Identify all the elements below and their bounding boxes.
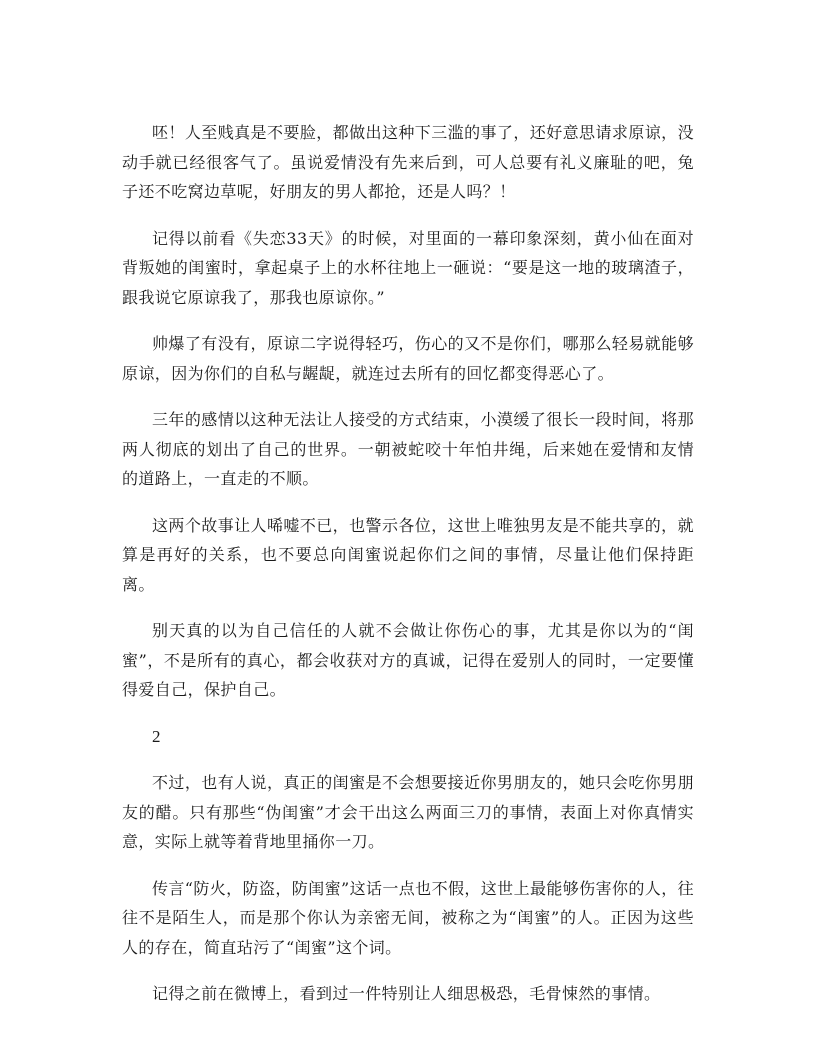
paragraph-9: 记得之前在微博上，看到过一件特别让人细思极恐，毛骨悚然的事情。 [152,984,661,1003]
paragraph-4: 三年的感情以这种无法让人接受的方式结束，小漠缓了很长一段时间，将那两人彻底的划出了自己的世界。一朝被蛇咬十年怕井绳，后来她在爱情和友情的道路上，一直走的不顺。 [122,410,694,488]
paragraph-7: 不过，也有人说，真正的闺蜜是不会想要接近你男朋友的，她只会吃你男朋友的醋。只有那些“伪闺蜜”才会干出这么两面三刀的事情，表面上对你真情实意，实际上就等着背地里捅你一刀。 [122,773,694,851]
paragraph-2: 记得以前看《失恋33天》的时候，对里面的一幕印象深刻，黄小仙在面对背叛她的闺蜜时，拿起桌子上的水杯往地上一砸说：“要是这一地的玻璃渣子，跟我说它原谅我了，那我也原谅你。” [122,228,694,307]
section-number: 2 [152,726,161,746]
paragraph-6: 别天真的以为自己信任的人就不会做让你伤心的事，尤其是你以为的“闺蜜”，不是所有的真心，都会收获对方的真诚，记得在爱别人的同时，一定要懂得爱自己，保护自己。 [122,621,694,699]
paragraph-3: 帅爆了有没有，原谅二字说得轻巧，伤心的又不是你们，哪那么轻易就能够原谅，因为你们的自私与龌龊，就连过去所有的回忆都变得恶心了。 [122,334,694,383]
paragraph-8: 传言“防火，防盗，防闺蜜”这话一点也不假，这世上最能够伤害你的人，往往不是陌生人，而是那个你认为亲密无间，被称之为“闺蜜”的人。正因为这些人的存在，简直玷污了“闺蜜”这个词。 [122,878,694,957]
paragraph-1: 呸！人至贱真是不要脸，都做出这种下三滥的事了，还好意思请求原谅，没动手就已经很客气了。虽说爱情没有先来后到，可人总要有礼义廉耻的吧，兔子还不吃窝边草呢，好朋友的男人都抢，还是人吗？！ [122,123,694,201]
article-body [122,118,694,1026]
paragraph-5: 这两个故事让人唏嘘不已，也警示各位，这世上唯独男友是不能共享的，就算是再好的关系，也不要总向闺蜜说起你们之间的事情，尽量让他们保持距离。 [122,515,694,594]
